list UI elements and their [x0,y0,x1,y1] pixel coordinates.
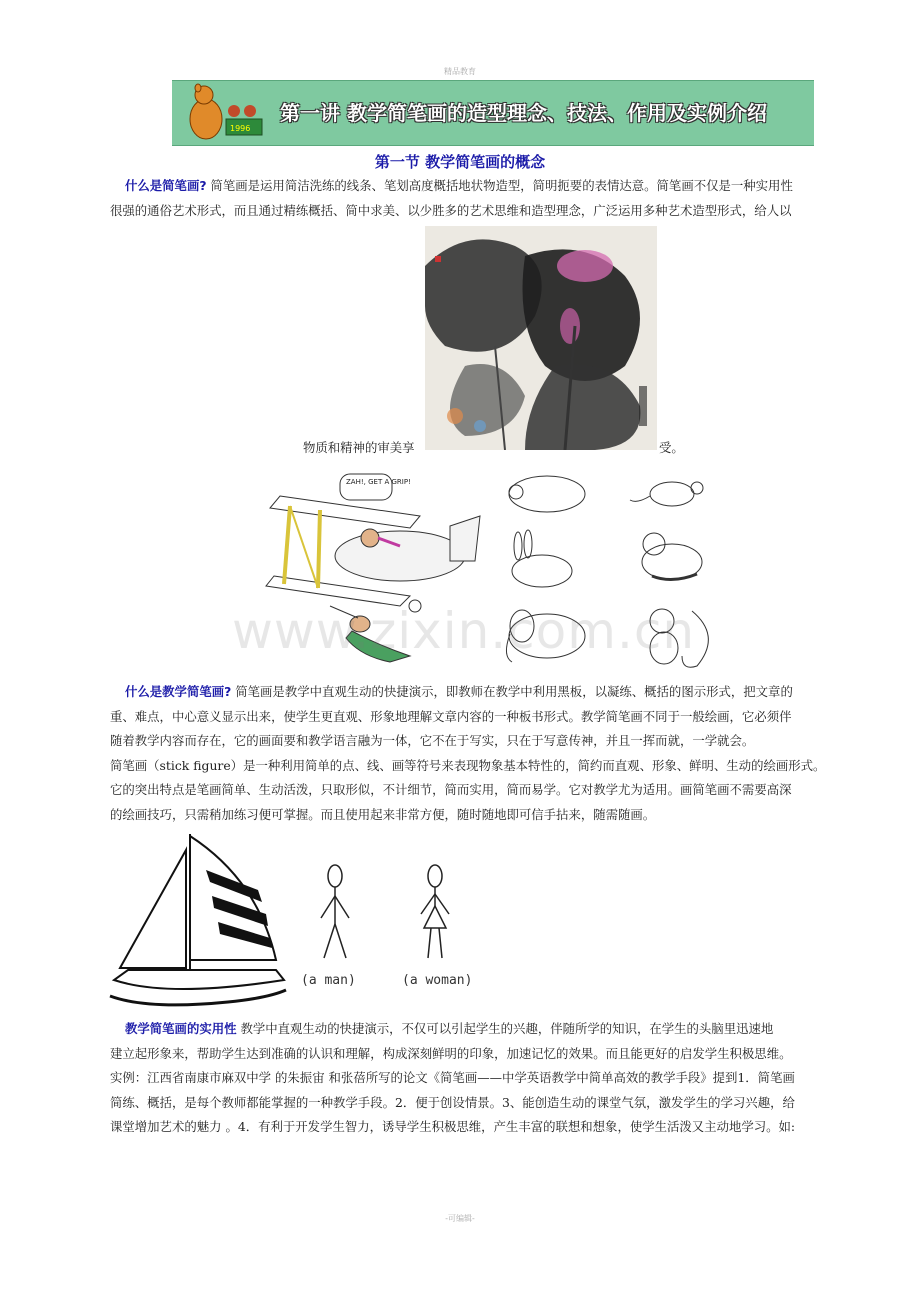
paragraph-2-line: 简笔画是教学中直观生动的快捷演示，即教师在教学中利用黑板，以凝练、概括的图示形式，把文章的 [231,684,793,699]
title-banner [172,80,814,146]
sailboat-image [108,830,288,1010]
banner-title: 第一讲 教学简笔画的造型理念、技法、作用及实例介绍 [280,101,767,125]
paragraph-2-line: 重、难点，中心意义显示出来，使学生更直观、形象地理解文章内容的一种板书形式。教学简笔画不同于一般绘画，它必须伴 [110,708,792,724]
paragraph-3-line: 教学中直观生动的快捷演示，不仅可以引起学生的兴趣，伴随所学的知识，在学生的头脑里迅速地 [236,1021,774,1036]
paragraph-1-lead: 什么是简笔画? [125,178,207,193]
svg-text:1996: 1996 [230,124,251,133]
woman-label: (a woman) [402,973,473,988]
lotus-painting-icon [425,226,657,450]
bear-mascot-icon [178,83,268,143]
paragraph-3-line: 课堂增加艺术的魅力 。4．有利于开发学生智力，诱导学生积极思维，产生丰富的联想和想象，使学生活泼又主动地学习。如: [110,1119,796,1134]
paragraph-1 [110,174,880,223]
man-label: (a man) [301,973,356,988]
paragraph-2-line: 随着教学内容而存在，它的画面要和教学语言融为一体，它不在于写实，只在于写意传神，并且一挥而就，一学就会。 [110,733,755,748]
ink-painting-image [425,226,657,450]
header-text: 精品教育 [444,67,476,76]
section-title: 第一节 教学简笔画的概念 [374,153,546,171]
paragraph-2-lead: 什么是教学简笔画? [125,684,232,699]
watermark: www.zixin.com.cn [232,602,696,660]
paragraph-1-tail-left: 物质和精神的审美享 [303,440,415,455]
paragraph-3-lead: 教学简笔画的实用性 [125,1021,237,1036]
footer-text: -可编辑- [445,1214,475,1223]
paragraph-1-line: 简笔画是运用简洁洗练的线条、笔划高度概括地状物造型，简明扼要的表情达意。简笔画不仅是一种实用性 [206,178,793,193]
paragraph-2 [110,680,880,827]
paragraph-3-line: 实例：江西省南康市麻双中学 的朱振宙 和张蓓所写的论文《简笔画——中学英语教学中简单高效的教学手段》提到1．简笔画 [110,1070,795,1085]
paragraph-2-line: 简笔画（stick figure）是一种利用简单的点、线、画等符号来表现物象基本特性的，简约而直观、形象、鲜明、生动的绘画形式。 [110,757,826,773]
paragraph-1-line: 很强的通俗艺术形式，而且通过精练概括、简中求美、以少胜多的艺术思维和造型理念，广泛运用多种艺术造型形式，给人以 [110,202,792,218]
paragraph-1-tail-right: 受。 [659,440,684,455]
paragraph-3-line: 建立起形象来，帮助学生达到准确的认识和理解，构成深刻鲜明的印象，加速记忆的效果。而且能更好的启发学生积极思维。 [110,1045,792,1061]
stick-woman-icon [418,862,452,962]
sailboat-icon [108,830,288,1010]
paragraph-2-line: 的绘画技巧，只需稍加练习便可掌握。而且使用起来非常方便，随时随地即可信手拈来，随需随画。 [110,806,656,822]
paragraph-2-line: 它的突出特点是笔画简单、生动活泼，只取形似，不计细节，简而实用，简而易学。它对教学尤为适用。画简笔画不需要高深 [110,782,792,797]
paragraph-3-line: 简练、概括，是每个教师都能掌握的一种教学手段。2．便于创设情景。3、能创造生动的课堂气氛，激发学生的学习兴趣，给 [110,1094,795,1110]
paragraph-3 [110,1017,880,1140]
stick-man-icon [318,862,352,962]
speech-bubble-text: ZAH!, GET A GRIP! [346,478,411,486]
